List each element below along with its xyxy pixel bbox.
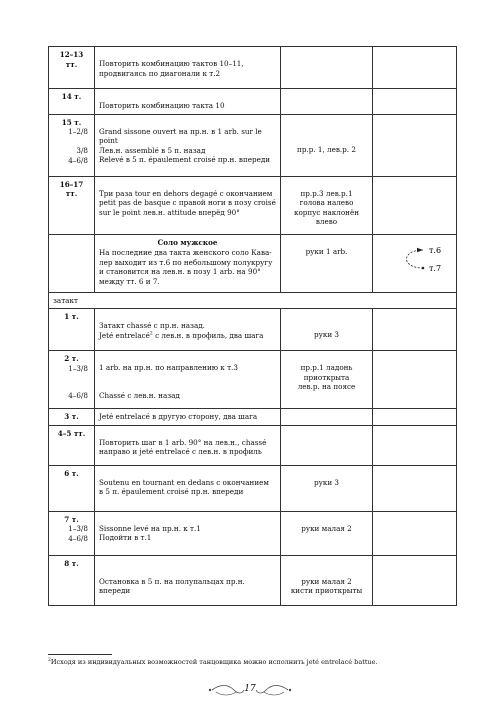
arrow-head-icon — [417, 247, 423, 251]
movement-cell — [95, 425, 281, 465]
movement-text: Jeté entrelacé в другую сторону, два шага — [99, 412, 258, 421]
bar-cell — [49, 425, 95, 465]
bar-cell — [49, 465, 95, 511]
movement-text: Chassé с лев.н. назад — [99, 390, 180, 400]
movement-text: Повторить комбинацию такта 10 — [99, 101, 225, 110]
beat-count: 1–3/8 — [68, 524, 88, 533]
movement-text: На последние два такта женского соло Кава- — [99, 248, 272, 257]
movement-text: Grand sissone ouvert на пр.н. в 1 arb. sur le — [99, 126, 262, 136]
section-title: Соло мужское — [157, 237, 218, 247]
hands-text: руки 1 arb. — [305, 246, 348, 256]
movement-text — [99, 331, 276, 341]
movement-cell — [95, 465, 281, 511]
hands-cell — [281, 309, 373, 351]
diagram-cell — [373, 425, 457, 465]
table-row — [49, 114, 457, 176]
bar-cell — [49, 309, 95, 351]
footnote-mark: 2 — [48, 658, 51, 663]
diagram-cell — [373, 47, 457, 89]
movement-text: Затакт chassé с пр.н. назад. — [99, 321, 205, 330]
hands-text: руки 3 — [314, 330, 339, 339]
bar-number: 8 т. — [64, 558, 79, 568]
hands-text: руки малая 2 — [301, 523, 352, 533]
hands-cell — [281, 465, 373, 511]
hands-text: пр.р.3 лев.р.1 — [300, 188, 353, 198]
movement-text: Sissonne levé на пр.н. к т.1 — [99, 523, 201, 533]
diagram-cell — [373, 309, 457, 351]
movement-text: Лев.н. assemblé в 5 п. назад — [99, 145, 206, 155]
movement-text: и становится на лев.н. в позу 1 arb. на 90° — [99, 267, 261, 276]
bar-cell — [49, 47, 95, 89]
hands-text: корпус наклонён — [293, 207, 360, 217]
hands-cell — [281, 351, 373, 409]
hands-cell — [281, 409, 373, 426]
table-row — [49, 47, 457, 89]
footnote — [48, 658, 378, 666]
movement-cell — [95, 309, 281, 351]
table-row — [49, 234, 457, 292]
movement-text: Остановка в 5 п. на полупальцах пр.н. впереди — [99, 576, 245, 595]
table-row — [49, 309, 457, 351]
footnote-divider — [48, 654, 112, 655]
movement-text: petit pas de basque с правой ноги в позу croisé — [99, 198, 276, 207]
diagram-cell — [373, 176, 457, 234]
hands-text: влево — [315, 217, 338, 226]
bar-number: 7 т. — [64, 514, 79, 524]
bar-number: 3 т. — [64, 412, 79, 421]
hands-cell — [281, 555, 373, 605]
beat-count: 1–2/8 — [68, 127, 88, 136]
movement-text: Повторить шаг в 1 arb. 90° на лев.н., chassé — [99, 437, 267, 447]
movement-text: Relevé в 5 п. épaulement croisé пр.н. впереди — [99, 155, 271, 164]
movement-cell — [95, 176, 281, 234]
movement-text: point — [99, 136, 118, 145]
movement-text: sur le point лев.н. attitude вперёд 90° — [99, 207, 240, 217]
movement-cell — [95, 511, 281, 555]
movement-cell — [95, 47, 281, 89]
path-curve — [407, 250, 424, 268]
bar-cell — [49, 511, 95, 555]
beat-count — [53, 137, 90, 147]
diagram-cell — [373, 234, 457, 292]
bar-number: 6 т. — [64, 468, 79, 478]
hands-cell — [281, 425, 373, 465]
page-number: 17 — [244, 684, 256, 694]
diagram-cell — [373, 89, 457, 115]
zatakt-cell — [49, 292, 457, 309]
movement-text: Три раза tour en dehors degagé с окончанием — [99, 188, 273, 198]
footnote-mark: 2 — [149, 331, 153, 337]
movement-cell — [95, 114, 281, 176]
movement-text: Подойти в т.1 — [99, 533, 152, 542]
diagram-cell — [373, 465, 457, 511]
bar-cell — [49, 176, 95, 234]
movement-cell — [95, 89, 281, 115]
movement-text: в 5 п. épaulement croisé пр.н. впереди — [99, 487, 244, 496]
bar-number: 1 т. — [64, 312, 79, 321]
page-number-ornament — [200, 680, 300, 700]
movement-text: Повторить комбинацию тактов 10–11, — [99, 59, 244, 68]
movement-text-part: Jeté entrelacé — [99, 330, 150, 340]
movement-text: между тт. 6 и 7. — [99, 276, 160, 286]
diagram-cell — [373, 351, 457, 409]
hands-cell — [281, 114, 373, 176]
movement-text: лер выходит из т.6 по небольшому полукругу — [99, 257, 273, 267]
beat-count: 1–3/8 — [68, 363, 88, 373]
hands-text: голова налево — [299, 198, 354, 207]
bar-cell — [49, 409, 95, 426]
hands-text: лев.р. на поясе — [297, 382, 356, 391]
diagram-cell — [373, 409, 457, 426]
hands-text: пр.р.1 ладонь — [300, 363, 353, 372]
movement-text-part: с лев.н. в профиль, два шага — [155, 330, 264, 340]
movement-text: продвигаясь по диагонали к т.2 — [99, 68, 221, 78]
movement-text: направо и jeté entrelacé с лев.н. в профиль — [99, 447, 262, 456]
diagram-cell — [373, 511, 457, 555]
hands-cell — [281, 234, 373, 292]
hands-text: кисти приоткрыты — [290, 586, 363, 595]
hands-text: руки 3 — [314, 477, 339, 487]
hands-text: руки малая 2 — [301, 576, 352, 586]
hands-cell — [281, 176, 373, 234]
hands-text: пр.р. 1, лев.р. 2 — [297, 144, 356, 154]
hands-cell — [281, 511, 373, 555]
bar-number: 14 т. — [61, 92, 82, 101]
hands-cell — [281, 47, 373, 89]
bar-number: 15 т. — [61, 117, 82, 127]
bar-number: 2 т. — [64, 354, 79, 363]
bar-cell — [49, 89, 95, 115]
bar-cell — [49, 351, 95, 409]
bar-cell — [49, 114, 95, 176]
table-row — [49, 176, 457, 234]
movement-text: Soutenu en tournant en dedans с окончанием — [99, 477, 269, 487]
beat-count: 4–6/8 — [68, 155, 88, 165]
start-point-icon — [422, 266, 425, 269]
bar-number: 12–13 тт. — [59, 50, 84, 69]
table-row — [49, 555, 457, 605]
movement-cell — [95, 351, 281, 409]
beat-count: 4–6/8 — [68, 533, 88, 543]
zatakt-label: затакт — [53, 295, 78, 305]
table-row — [49, 89, 457, 115]
diagram-cell — [373, 114, 457, 176]
movement-text: 1 arb. на пр.н. по направлению к т.3 — [99, 363, 238, 372]
choreography-table — [48, 46, 457, 606]
beat-count: 4–6/8 — [68, 391, 88, 400]
movement-cell — [95, 234, 281, 292]
beat-count: 3/8 — [76, 146, 88, 155]
bar-cell — [49, 555, 95, 605]
bar-number: 16–17 тт. — [59, 179, 84, 198]
bar-cell — [49, 234, 95, 292]
point-b-label: т.7 — [429, 263, 442, 273]
movement-cell — [95, 555, 281, 605]
point-a-label: т.6 — [429, 245, 442, 255]
footnote-text: Исходя из индивидуальных возможностей танцовщика можно исполнить jeté entrelacé battue. — [50, 658, 378, 667]
table-row — [49, 425, 457, 465]
table-row — [49, 465, 457, 511]
stage-path-diagram — [377, 238, 453, 282]
table-row — [49, 409, 457, 426]
hands-text: приоткрыта — [303, 372, 350, 382]
bar-number: 4–5 тт. — [57, 428, 86, 438]
hands-cell — [281, 89, 373, 115]
movement-cell — [95, 409, 281, 426]
table-row — [49, 292, 457, 309]
diagram-cell — [373, 555, 457, 605]
table-row — [49, 351, 457, 409]
table-row — [49, 511, 457, 555]
